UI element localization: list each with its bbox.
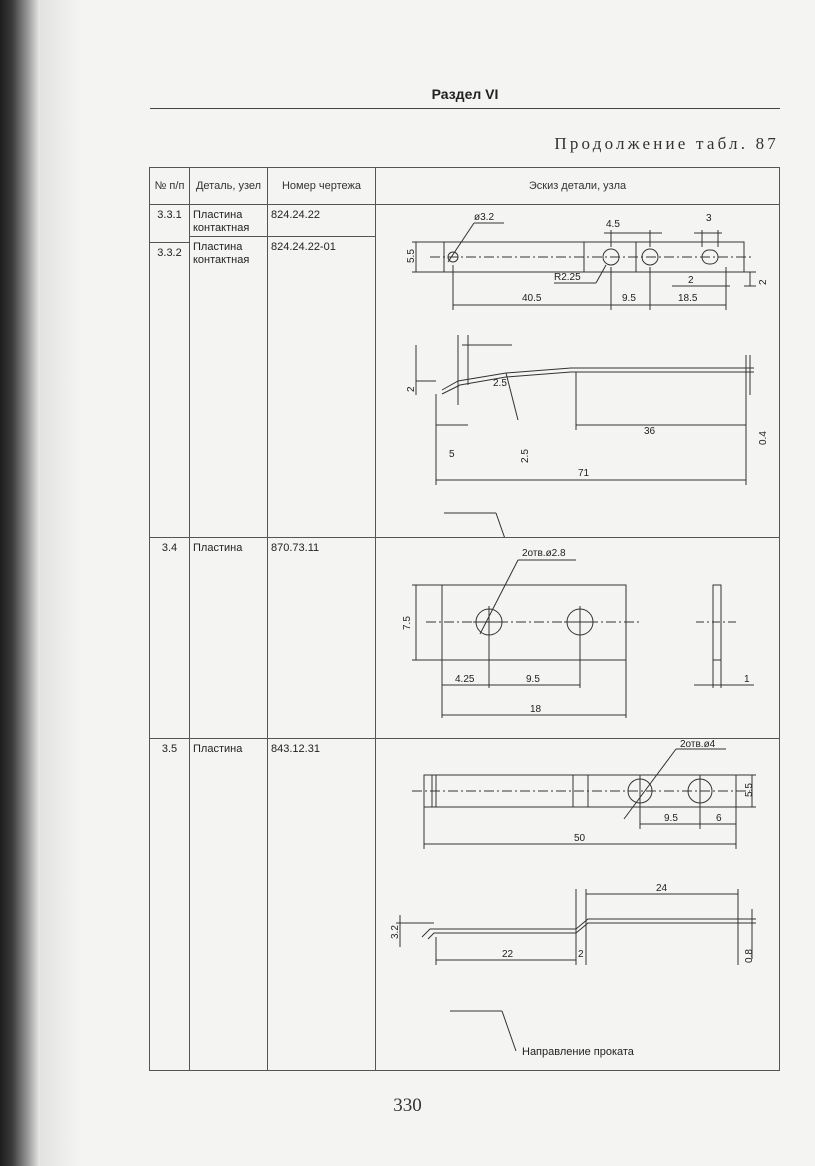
part-name: Пластина — [193, 542, 243, 554]
table-header-row — [150, 168, 780, 205]
plate-843-side-view — [396, 889, 756, 1051]
plate-870-drawing — [376, 538, 780, 738]
row-number: 3.3.1 — [157, 209, 182, 221]
dim-label: 5 — [449, 449, 455, 460]
table-row — [150, 205, 780, 538]
sketch-cell-plate-843 — [376, 739, 780, 1071]
dim-label: 9.5 — [664, 813, 678, 824]
drawing-number: 824.24.22 — [271, 209, 320, 221]
drawing-cell — [268, 538, 376, 739]
header-drawing: Номер чертежа — [268, 168, 376, 205]
dim-label: 7.5 — [402, 616, 413, 630]
dim-label: 40.5 — [522, 293, 542, 304]
dim-label: 2.5 — [493, 378, 507, 389]
dim-label: R2.25 — [554, 272, 581, 283]
dim-label: 50 — [574, 833, 586, 844]
contact-plate-side-view — [416, 335, 754, 537]
dim-label: 36 — [644, 426, 656, 437]
dim-label: 0.4 — [758, 431, 769, 445]
row-number-cell — [150, 739, 190, 1071]
part-name: Пластина контактная — [193, 241, 250, 266]
scan-binding-shadow — [0, 0, 40, 1166]
sketch-cell-plate-870 — [376, 538, 780, 739]
header-part: Деталь, узел — [190, 168, 268, 205]
dim-label: 2 — [758, 279, 769, 285]
contact-plate-drawing — [376, 205, 780, 537]
drawing-cell — [268, 205, 376, 538]
header-sketch: Эскиз детали, узла — [376, 168, 780, 205]
table-row — [150, 739, 780, 1071]
drawing-number: 843.12.31 — [271, 743, 320, 755]
dim-label: 9.5 — [526, 674, 540, 685]
dim-label: 2 — [578, 949, 584, 960]
part-name: Пластина контактная — [193, 209, 250, 234]
contact-plate-top-dim-labels — [406, 212, 769, 304]
table-row — [150, 538, 780, 739]
sketch-cell-contact-plate — [376, 205, 780, 538]
dim-label: 18.5 — [678, 293, 698, 304]
row-number-cell — [150, 205, 190, 538]
table-continuation-caption: Продолжение табл. 87 — [554, 134, 779, 153]
row-number: 3.4 — [161, 542, 178, 554]
plate-843-drawing — [376, 739, 780, 1069]
plate-843-side-dim-labels — [390, 883, 755, 1058]
dim-label: 3 — [706, 213, 712, 224]
dim-label: 18 — [530, 704, 542, 715]
dim-label: 5.5 — [406, 249, 417, 263]
drawing-number: 870.73.11 — [271, 542, 320, 554]
scan-binding-gradient — [40, 0, 80, 1166]
part-cell — [190, 538, 268, 739]
row-number: 3.3.2 — [157, 247, 182, 259]
dim-label: 2.5 — [520, 449, 531, 463]
dim-label: ø3.2 — [474, 212, 495, 223]
dim-label: 9.5 — [622, 293, 636, 304]
holes-label: 2отв.ø2.8 — [522, 548, 566, 559]
rolling-direction-label: Направление проката — [522, 1046, 634, 1058]
dim-label: 4.5 — [606, 219, 620, 230]
dim-label: 0.8 — [744, 949, 755, 963]
dim-label: 5.5 — [744, 783, 755, 797]
dim-label: 2 — [406, 386, 417, 392]
page-number: 330 — [393, 1095, 422, 1116]
part-cell — [190, 739, 268, 1071]
row-number: 3.5 — [161, 743, 178, 755]
dim-label: 24 — [656, 883, 668, 894]
parts-table — [149, 167, 780, 1071]
dim-label: 3.2 — [390, 925, 401, 939]
plate-870-views — [412, 560, 754, 718]
dim-label: 6 — [716, 813, 722, 824]
header-rule — [150, 108, 780, 109]
part-cell — [190, 205, 268, 538]
contact-plate-top-view — [412, 223, 756, 310]
part-name: Пластина — [193, 743, 243, 755]
holes-label: 2отв.ø4 — [680, 739, 716, 750]
dim-label: 1 — [744, 674, 750, 685]
plate-870-dim-labels — [402, 548, 750, 715]
dim-label: 2 — [688, 275, 694, 286]
header-number: № п/п — [150, 168, 190, 205]
section-title: Раздел VI — [431, 86, 499, 102]
drawing-number: 824.24.22-01 — [271, 241, 336, 253]
dim-label: 71 — [578, 468, 590, 479]
dim-label: 4.25 — [455, 674, 475, 685]
row-number-cell — [150, 538, 190, 739]
drawing-cell — [268, 739, 376, 1071]
dim-label: 22 — [502, 949, 514, 960]
